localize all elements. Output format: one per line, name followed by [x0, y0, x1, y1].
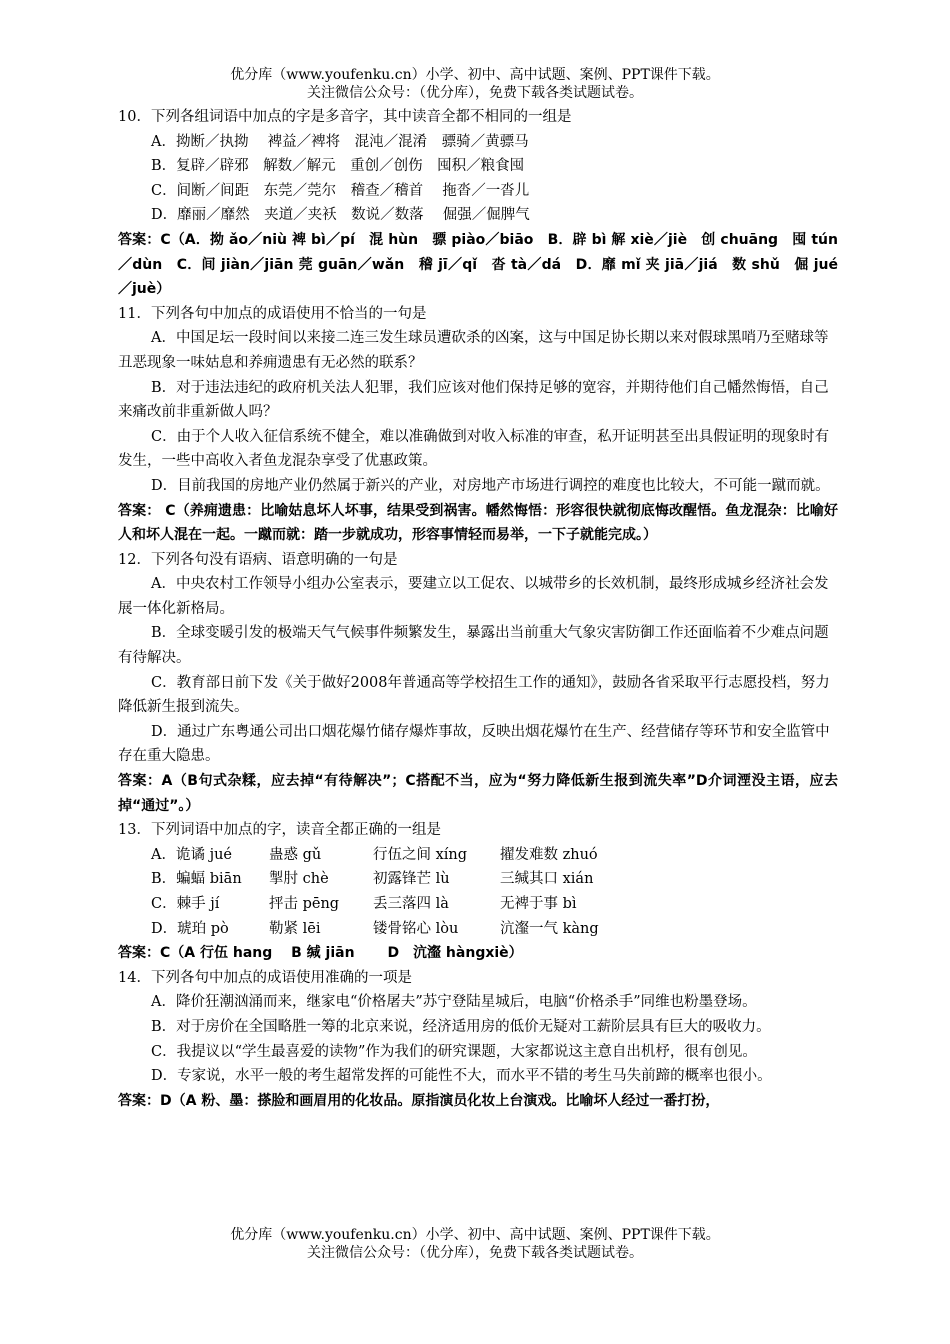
- question-14: [118, 966, 838, 1114]
- option-c-word-4: 无裨于事 bì: [500, 896, 577, 912]
- option-c: C．由于个人收入征信系统不健全，难以准确做到对收入标准的审查，私开证明甚至出具假证明的现象时有发生，一些中高收入者鱼龙混杂享受了优惠政策。: [118, 428, 830, 470]
- option-a: A．拗断／执拗 裨益／裨将 混沌／混淆 骠骑／黄骠马: [151, 133, 529, 150]
- page-footer: [0, 1226, 950, 1262]
- option-b: B．全球变暖引发的极端天气气候事件频繁发生，暴露出当前重大气象灾害防御工作还面临着不少难点问题有待解决。: [118, 625, 829, 667]
- question-11: [118, 302, 838, 548]
- option-c: C．教育部日前下发《关于做好2008年普通高等学校招生工作的通知》，鼓励各省采取平行志愿投档，努力降低新生报到流失。: [118, 674, 830, 716]
- answer: 答案：C（A 行伍 hang B 缄 jiān D 沆瀣 hàngxiè）: [118, 945, 523, 962]
- question-stem: 13．下列词语中加点的字，读音全都正确的一组是: [118, 822, 441, 839]
- option-b-word-4: 三缄其口 xián: [500, 871, 594, 888]
- footer-line-1: 优分库（www.youfenku.cn）小学、初中、高中试题、案例、PPT课件下载。: [230, 1227, 720, 1243]
- header-line-2: 关注微信公众号：（优分库），免费下载各类试题试卷。: [307, 85, 643, 101]
- option-d-word-4: 沆瀣一气 kàng: [500, 920, 599, 937]
- option-b-word-2: 掣肘 chè: [269, 871, 329, 888]
- page-header: [0, 66, 950, 102]
- answer: 答案：A（B句式杂糅，应去掉“有待解决”；C搭配不当，应为“努力降低新生报到流失率”D介词湮没主语，应去掉“通过”。）: [118, 773, 838, 814]
- question-stem: 12．下列各句没有语病、语意明确的一句是: [118, 551, 398, 568]
- question-stem: 14．下列各句中加点的成语使用准确的一项是: [118, 969, 412, 986]
- option-d-word-2: 勒紧 lēi: [269, 920, 321, 937]
- answer: 答案： C（养痈遗患：比喻姑息坏人坏事，结果受到祸害。幡然悔悟：形容很快就彻底悔改醒悟。鱼龙混杂：比喻好人和坏人混在一起。一蹴而就：踏一步就成功，形容事情轻而易举，一下子就能完成。）: [118, 502, 838, 544]
- option-a-word-4: 擢发难数 zhuó: [500, 846, 598, 863]
- option-b: B．复辟／辟邪 解数／解元 重创／创伤 囤积／粮食囤: [151, 158, 525, 175]
- option-row-b: [118, 867, 838, 892]
- option-b: B．对于违法违纪的政府机关法人犯罪，我们应该对他们保持足够的宽容，并期待他们自己幡然悔悟，自己来痛改前非重新做人吗？: [118, 379, 829, 421]
- exam-content: [118, 105, 838, 1113]
- question-13: [118, 818, 838, 966]
- option-c-word-2: 抨击 pēng: [269, 896, 340, 912]
- option-d-word-1: D．琥珀 pò: [151, 920, 229, 937]
- option-a: A．中央农村工作领导小组办公室表示，要建立以工促农、以城带乡的长效机制，最终形成城乡经济社会发展一体化新格局。: [118, 576, 829, 617]
- option-c: C．间断／间距 东莞／莞尔 稽查／稽首 拖沓／一沓儿: [151, 182, 530, 199]
- option-a: A．中国足坛一段时间以来接二连三发生球员遭砍杀的凶案，这与中国足协长期以来对假球黑哨乃至赌球等丑恶现象一味姑息和养痈遗患有无必然的联系？: [118, 330, 829, 371]
- answer: 答案：C（A．拗 ǎo／niù 裨 bì／pí 混 hùn 骠 piào／biāo B．辟 bì 解 xiè／jiè 创 chuāng 囤 tún／dùn C．间 jiàn／jiān 莞 guān／wǎn 稽 jī／qǐ 沓 tà／dá D．靡 mǐ 夹 jiā／jiá 数 shǔ 倔 jué／juè）: [118, 231, 838, 298]
- question-stem: 11．下列各句中加点的成语使用不恰当的一句是: [118, 305, 427, 322]
- option-d: D．专家说，水平一般的考生超常发挥的可能性不大，而水平不错的考生马失前蹄的概率也很小。: [151, 1068, 772, 1085]
- option-row-d: [118, 917, 838, 942]
- option-a: A．降价狂潮汹涌而来，继家电“价格屠夫”苏宁登陆星城后，电脑“价格杀手”同维也粉墨登场。: [151, 994, 757, 1011]
- header-line-1: 优分库（www.youfenku.cn）小学、初中、高中试题、案例、PPT课件下载。: [230, 67, 720, 83]
- question-stem: 10．下列各组词语中加点的字是多音字，其中读音全都不相同的一组是: [118, 109, 572, 125]
- option-c-word-3: 丢三落四 là: [373, 896, 449, 912]
- footer-line-2: 关注微信公众号：（优分库），免费下载各类试题试卷。: [307, 1245, 643, 1261]
- option-d: D．通过广东粤通公司出口烟花爆竹储存爆炸事故，反映出烟花爆竹在生产、经营储存等环节和安全监管中存在重大隐患。: [118, 723, 830, 765]
- answer: 答案：D（A 粉、墨：搽脸和画眉用的化妆品。原指演员化妆上台演戏。比喻坏人经过一番打扮，: [118, 1092, 720, 1109]
- option-b-word-3: 初露锋芒 lù: [373, 871, 450, 888]
- option-c-word-1: C．棘手 jí: [151, 896, 220, 912]
- option-b: B．对于房价在全国略胜一筹的北京来说，经济适用房的低价无疑对工薪阶层具有巨大的吸收力。: [151, 1018, 771, 1035]
- option-b-word-1: B．蝙蝠 biān: [151, 871, 242, 888]
- option-row-a: [118, 843, 838, 868]
- option-d: D．目前我国的房地产业仍然属于新兴的产业，对房地产市场进行调控的难度也比较大，不可能一蹴而就。: [151, 477, 830, 494]
- question-10: [118, 105, 838, 302]
- option-a-word-3: 行伍之间 xíng: [373, 846, 468, 863]
- option-a-word-1: A．诡谲 jué: [151, 846, 232, 863]
- question-12: [118, 548, 838, 819]
- option-a-word-2: 蛊惑 gǔ: [269, 846, 322, 863]
- option-d: D．靡丽／靡然 夹道／夹袄 数说／数落 倔强／倔脾气: [151, 207, 530, 224]
- option-d-word-3: 镂骨铭心 lòu: [373, 920, 459, 937]
- option-c: C．我提议以“学生最喜爱的读物”作为我们的研究课题，大家都说这主意自出机杼，很有创见。: [151, 1043, 757, 1060]
- option-row-c: [118, 892, 838, 917]
